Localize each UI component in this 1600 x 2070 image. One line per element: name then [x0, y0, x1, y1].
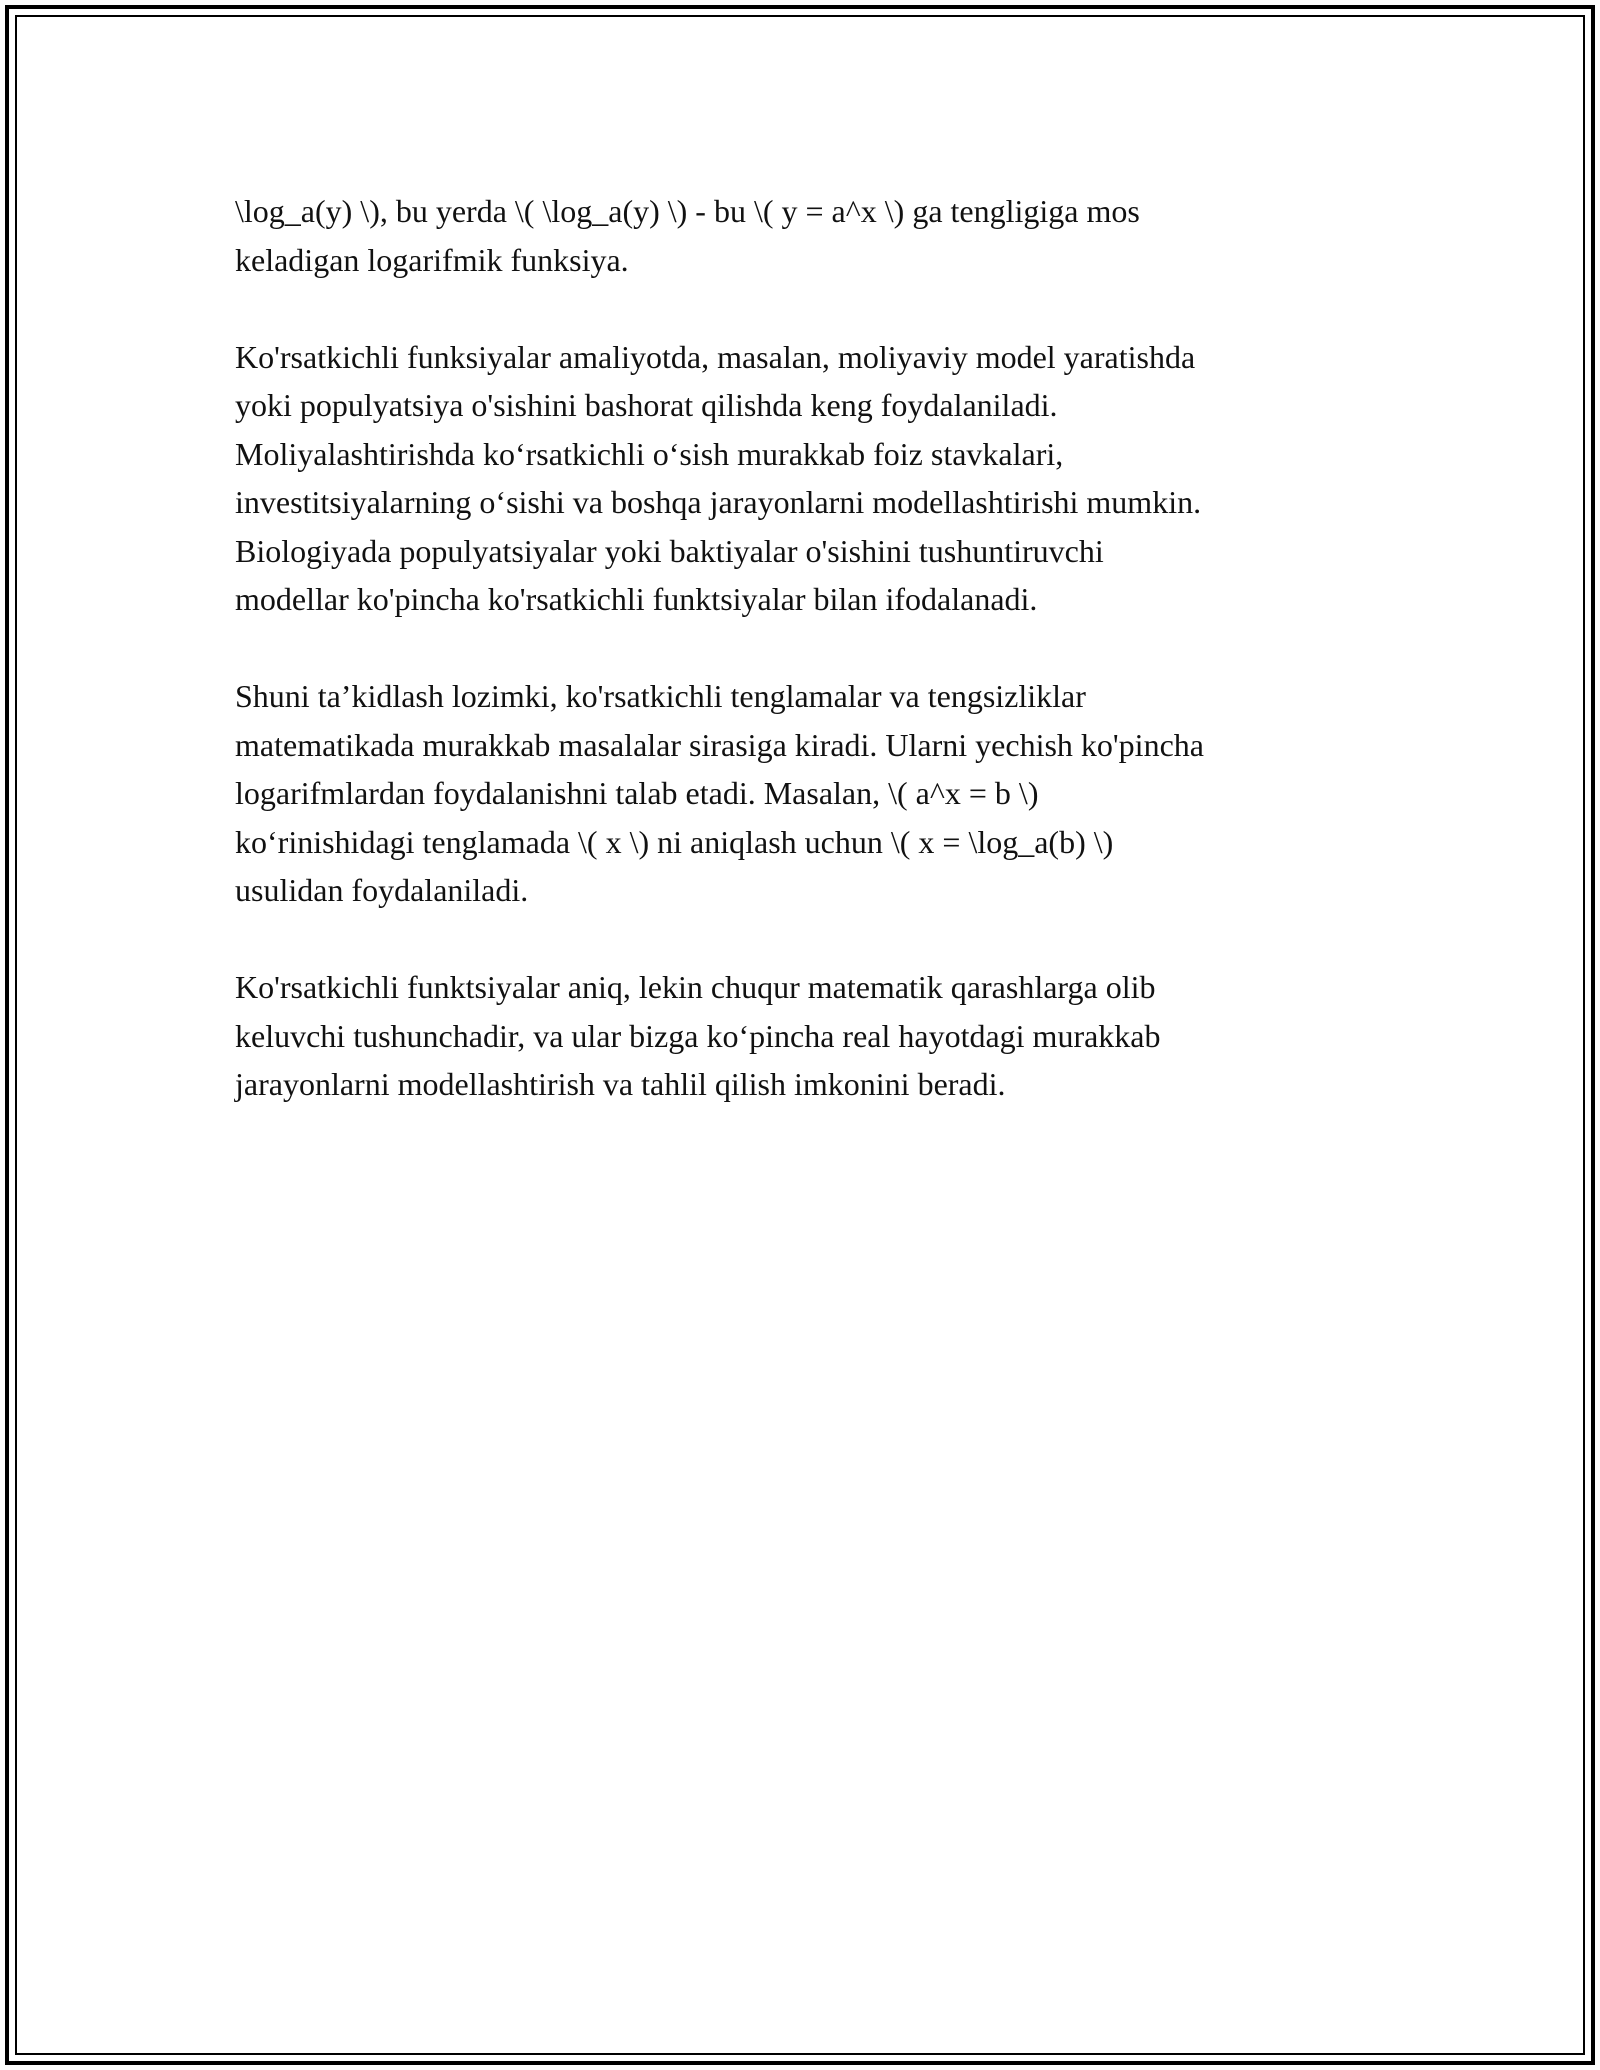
paragraph-applications: Ko'rsatkichli funksiyalar amaliyotda, masalan, moliyaviy model yaratishda yoki populyatsiya o'sishini bashorat qilishda keng foydalaniladi. Moliyalashtirishda ko‘rsatkichli o‘sish murakkab foiz stavkalari, investitsiyalarning o‘sishi va boshqa jarayonlarni modellashtirishi mumkin. Biologiyada populyatsiyalar yoki baktiyalar o'sishini tushuntiruvchi modellar ko'pincha ko'rsatkichli funktsiyalar bilan ifodalanadi. — [235, 338, 1202, 617]
document-body — [235, 187, 1365, 1157]
paragraph-conclusion: Ko'rsatkichli funktsiyalar aniq, lekin chuqur matematik qarashlarga olib keluvchi tushunchadir, va ular bizga ko‘pincha real hayotdagi murakkab jarayonlarni modellashtirish va tahlil qilish imkonini beradi. — [235, 969, 1161, 1102]
paragraph-equations: Shuni ta’kidlash lozimki, ko'rsatkichli tenglamalar va tengsizliklar matematikada murakkab masalalar sirasiga kiradi. Ularni yechish ko'pincha logarifmlardan foydalanishni talab etadi. Masalan, \( a^x = b \) ko‘rinishidagi tenglamada \( x \) ni aniqlash uchun \( x = \log_a(b) \) usulidan foydalaniladi. — [235, 678, 1204, 908]
paragraph-logarithm-definition: \log_a(y) \), bu yerda \( \log_a(y) \) - bu \( y = a^x \) ga tengligiga mos keladigan logarifmik funksiya. — [235, 193, 1140, 278]
